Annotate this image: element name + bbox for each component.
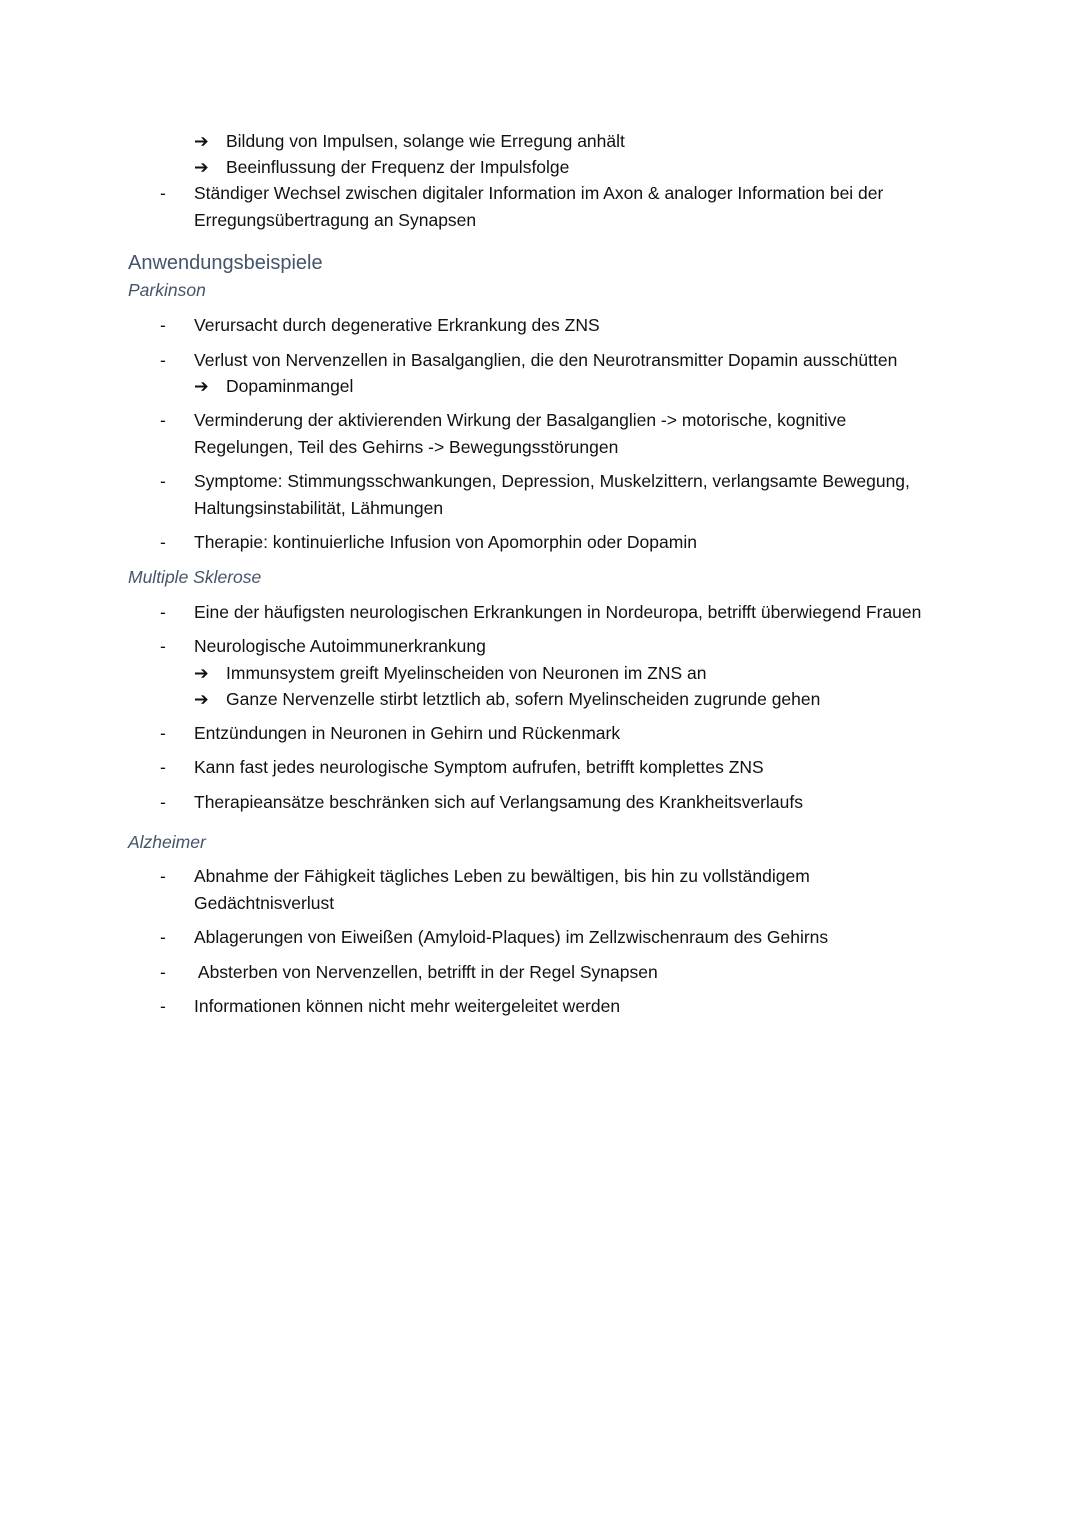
dash-bullet: - (160, 961, 166, 982)
arrow-icon: ➔ (194, 376, 209, 396)
bullet-text: Informationen können nicht mehr weitergeleitet werden (194, 996, 621, 1016)
intro-block (0, 128, 1080, 233)
bullet-item (0, 789, 1080, 816)
dash-bullet: - (160, 471, 166, 491)
arrow-item-text: Bildung von Impulsen, solange wie Erregung anhält (226, 131, 625, 151)
dash-bullet: - (160, 757, 166, 777)
arrow-icon: ➔ (194, 131, 209, 151)
bullet-text: Verminderung der aktivierenden Wirkung der Basalganglien -> motorische, kognitive Regelungen, Teil des Gehirns -> Bewegungsstörungen (194, 410, 847, 457)
bullet-item (0, 599, 1080, 626)
arrow-item-text: Immunsystem greift Myelinscheiden von Neuronen im ZNS an (226, 662, 707, 683)
bullet-text: Verursacht durch degenerative Erkrankung des ZNS (194, 315, 600, 335)
arrow-item-text: Ganze Nervenzelle stirbt letztlich ab, sofern Myelinscheiden zugrunde gehen (226, 688, 821, 709)
dash-bullet: - (160, 927, 166, 947)
bullet-item (0, 863, 1080, 916)
bullet-item (0, 529, 1080, 556)
bullet-text: Neurologische Autoimmunerkrankung (194, 636, 486, 656)
bullet-text: Verlust von Nervenzellen in Basalganglien, die den Neurotransmitter Dopamin ausschütten (194, 349, 898, 370)
bullet-item (0, 407, 1080, 460)
bullet-item (0, 180, 1080, 233)
bullet-text: Therapieansätze beschränken sich auf Verlangsamung des Krankheitsverlaufs (194, 791, 803, 812)
section-heading: Anwendungsbeispiele (128, 252, 323, 274)
subheading-parkinson: Parkinson (128, 280, 206, 300)
bullet-item (0, 924, 1080, 951)
arrow-icon: ➔ (194, 662, 209, 683)
bullet-item (0, 312, 1080, 339)
bullet-item (0, 347, 1080, 374)
dash-bullet: - (160, 722, 166, 743)
arrow-icon: ➔ (194, 688, 209, 709)
arrow-item (0, 373, 1080, 399)
arrow-item (0, 686, 1080, 712)
arrow-item (0, 154, 1080, 180)
arrow-item (0, 660, 1080, 686)
bullet-text: Therapie: kontinuierliche Infusion von Apomorphin oder Dopamin (194, 532, 697, 552)
bullet-text: Kann fast jedes neurologische Symptom aufrufen, betrifft komplettes ZNS (194, 757, 764, 777)
dash-bullet: - (160, 866, 166, 886)
dash-bullet: - (160, 410, 166, 430)
dash-bullet: - (160, 183, 166, 203)
arrow-item-text: Beeinflussung der Frequenz der Impulsfolge (226, 157, 570, 177)
subheading-multiple-sklerose: Multiple Sklerose (128, 566, 262, 587)
dash-bullet: - (160, 996, 166, 1016)
bullet-item (0, 720, 1080, 747)
dash-bullet: - (160, 601, 166, 622)
dash-bullet: - (160, 791, 166, 812)
arrow-item-text: Dopaminmangel (226, 376, 354, 396)
bullet-item (0, 993, 1080, 1020)
bullet-item (0, 959, 1080, 986)
bullet-text: Symptome: Stimmungsschwankungen, Depression, Muskelzittern, verlangsamte Bewegung, Haltungsinstabilität, Lähmungen (194, 471, 910, 518)
dash-bullet: - (160, 315, 166, 335)
dash-bullet: - (160, 532, 166, 552)
bullet-text: Ablagerungen von Eiweißen (Amyloid-Plaques) im Zellzwischenraum des Gehirns (194, 927, 829, 947)
arrow-icon: ➔ (194, 157, 209, 177)
dash-bullet: - (160, 636, 166, 656)
bullet-text: Abnahme der Fähigkeit tägliches Leben zu bewältigen, bis hin zu vollständigem Gedächtnisverlust (194, 866, 810, 913)
subheading-alzheimer: Alzheimer (128, 832, 206, 852)
bullet-item (0, 754, 1080, 781)
arrow-item (0, 128, 1080, 154)
bullet-text: Absterben von Nervenzellen, betrifft in der Regel Synapsen (194, 961, 658, 982)
bullet-text: Entzündungen in Neuronen in Gehirn und Rückenmark (194, 722, 621, 743)
bullet-item (0, 633, 1080, 660)
bullet-text: Eine der häufigsten neurologischen Erkrankungen in Nordeuropa, betrifft überwiegend Frauen (194, 601, 922, 622)
bullet-item (0, 468, 1080, 521)
bullet-text: Ständiger Wechsel zwischen digitaler Information im Axon & analoger Information bei der Erregungsübertragung an Synapsen (194, 183, 884, 230)
dash-bullet: - (160, 349, 166, 370)
main-content (0, 249, 1080, 1020)
